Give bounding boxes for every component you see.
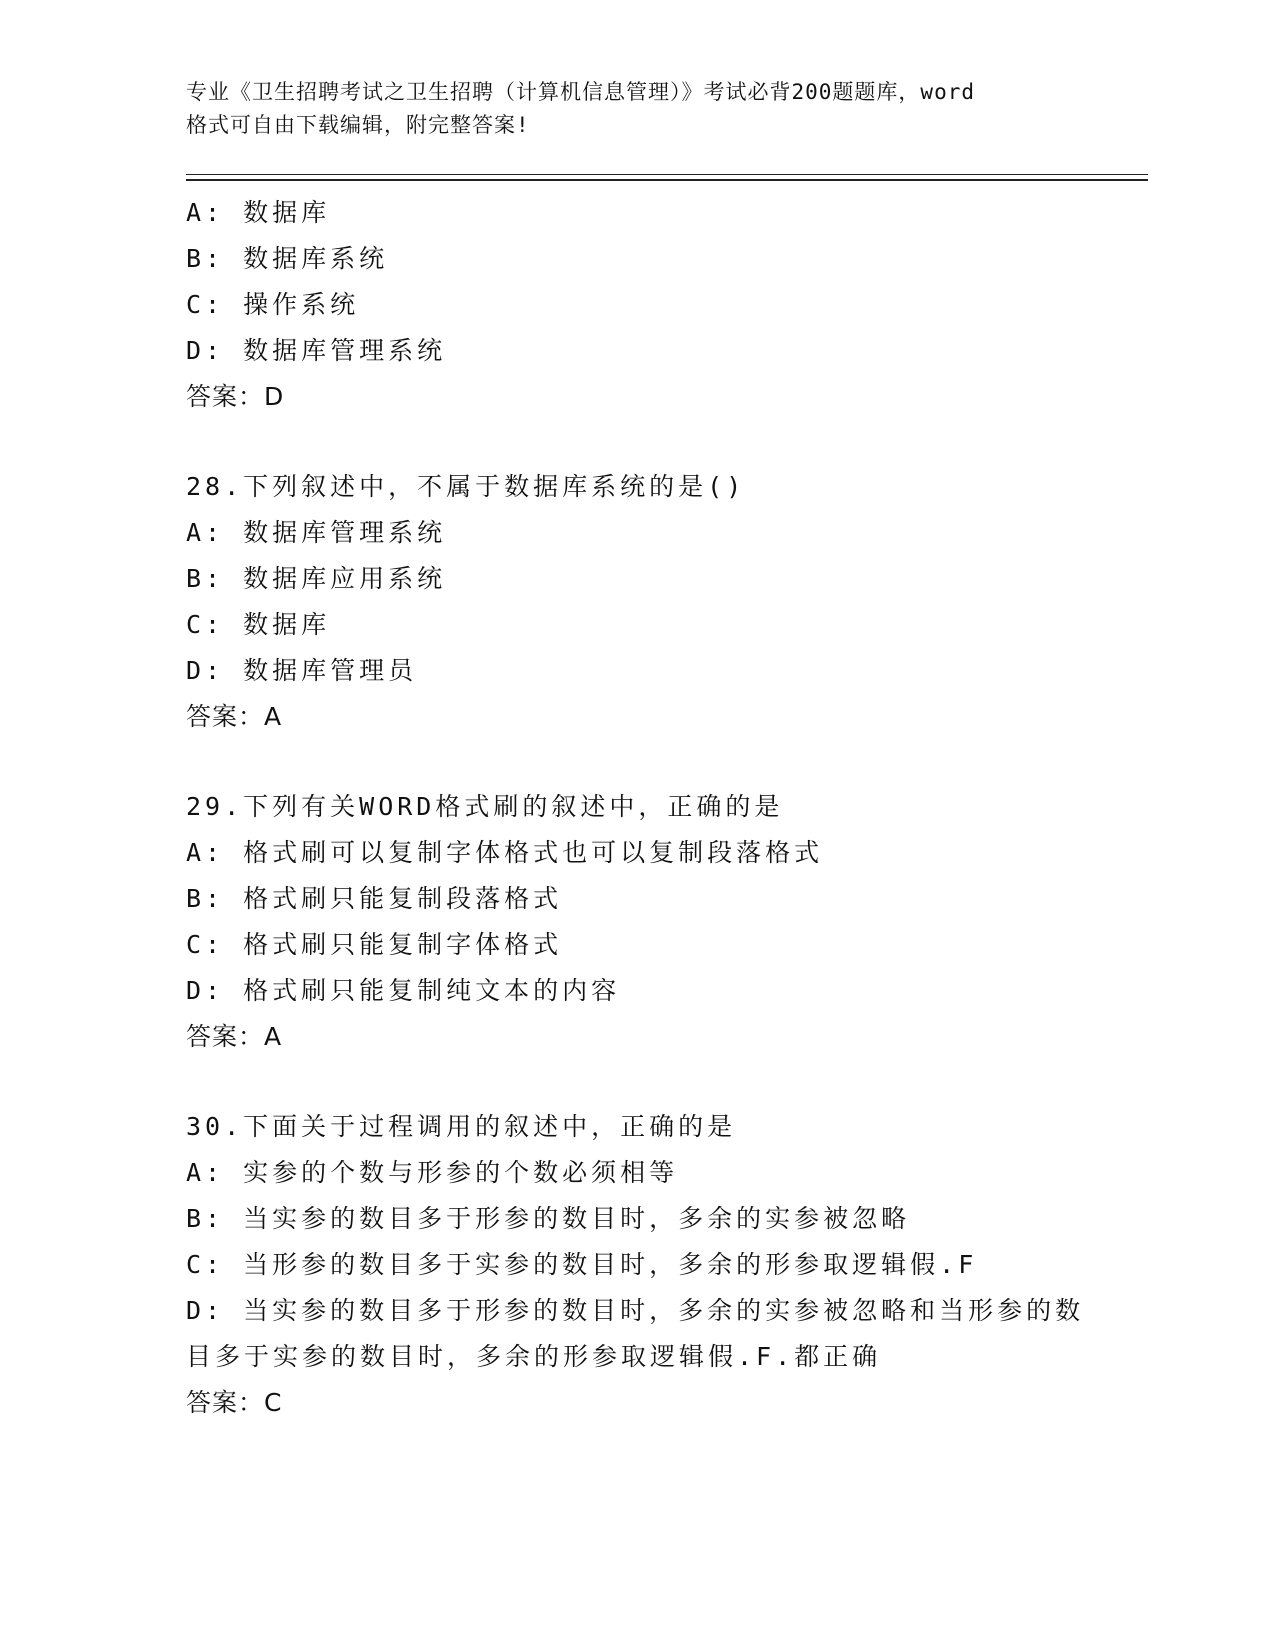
answer-line: 答案：A <box>186 702 283 731</box>
question-block-28 <box>186 464 1086 740</box>
question-block-30 <box>186 1104 1086 1426</box>
header-divider-thick <box>186 179 1148 181</box>
option-d: D: 数据库管理系统 <box>186 336 447 365</box>
question-list <box>186 190 1086 1426</box>
question-title: 30.下面关于过程调用的叙述中，正确的是 <box>186 1112 737 1141</box>
option-b: B: 当实参的数目多于形参的数目时，多余的实参被忽略 <box>186 1204 911 1233</box>
option-d: D: 格式刷只能复制纯文本的内容 <box>186 976 621 1005</box>
option-a: A: 格式刷可以复制字体格式也可以复制段落格式 <box>186 838 824 867</box>
option-a: A: 实参的个数与形参的个数必须相等 <box>186 1158 679 1187</box>
option-c: C: 操作系统 <box>186 290 360 319</box>
answer-line: 答案：C <box>186 1388 283 1417</box>
question-block-29 <box>186 784 1086 1060</box>
option-c: C: 数据库 <box>186 610 331 639</box>
document-header <box>186 76 1086 142</box>
question-block-27 <box>186 190 1086 420</box>
header-line-2: 格式可自由下载编辑，附完整答案! <box>186 113 530 137</box>
option-b: B: 格式刷只能复制段落格式 <box>186 884 563 913</box>
header-line-1: 专业《卫生招聘考试之卫生招聘（计算机信息管理）》考试必背200题题库，word <box>186 80 975 104</box>
question-title: 29.下列有关WORD格式刷的叙述中，正确的是 <box>186 792 784 821</box>
answer-line: 答案：A <box>186 1022 283 1051</box>
header-divider-thin <box>186 174 1148 175</box>
option-d: D: 数据库管理员 <box>186 656 418 685</box>
option-c: C: 当形参的数目多于实参的数目时，多余的形参取逻辑假.F <box>186 1250 978 1279</box>
question-title: 28.下列叙述中，不属于数据库系统的是() <box>186 472 746 501</box>
option-c: C: 格式刷只能复制字体格式 <box>186 930 563 959</box>
option-d: D: 当实参的数目多于形参的数目时，多余的实参被忽略和当形参的数 <box>186 1296 1085 1325</box>
option-a: A: 数据库 <box>186 198 331 227</box>
option-a: A: 数据库管理系统 <box>186 518 447 547</box>
option-b: B: 数据库应用系统 <box>186 564 447 593</box>
option-d-continued: 目多于实参的数目时，多余的形参取逻辑假.F.都正确 <box>186 1342 882 1371</box>
option-b: B: 数据库系统 <box>186 244 389 273</box>
answer-line: 答案：D <box>186 382 285 411</box>
